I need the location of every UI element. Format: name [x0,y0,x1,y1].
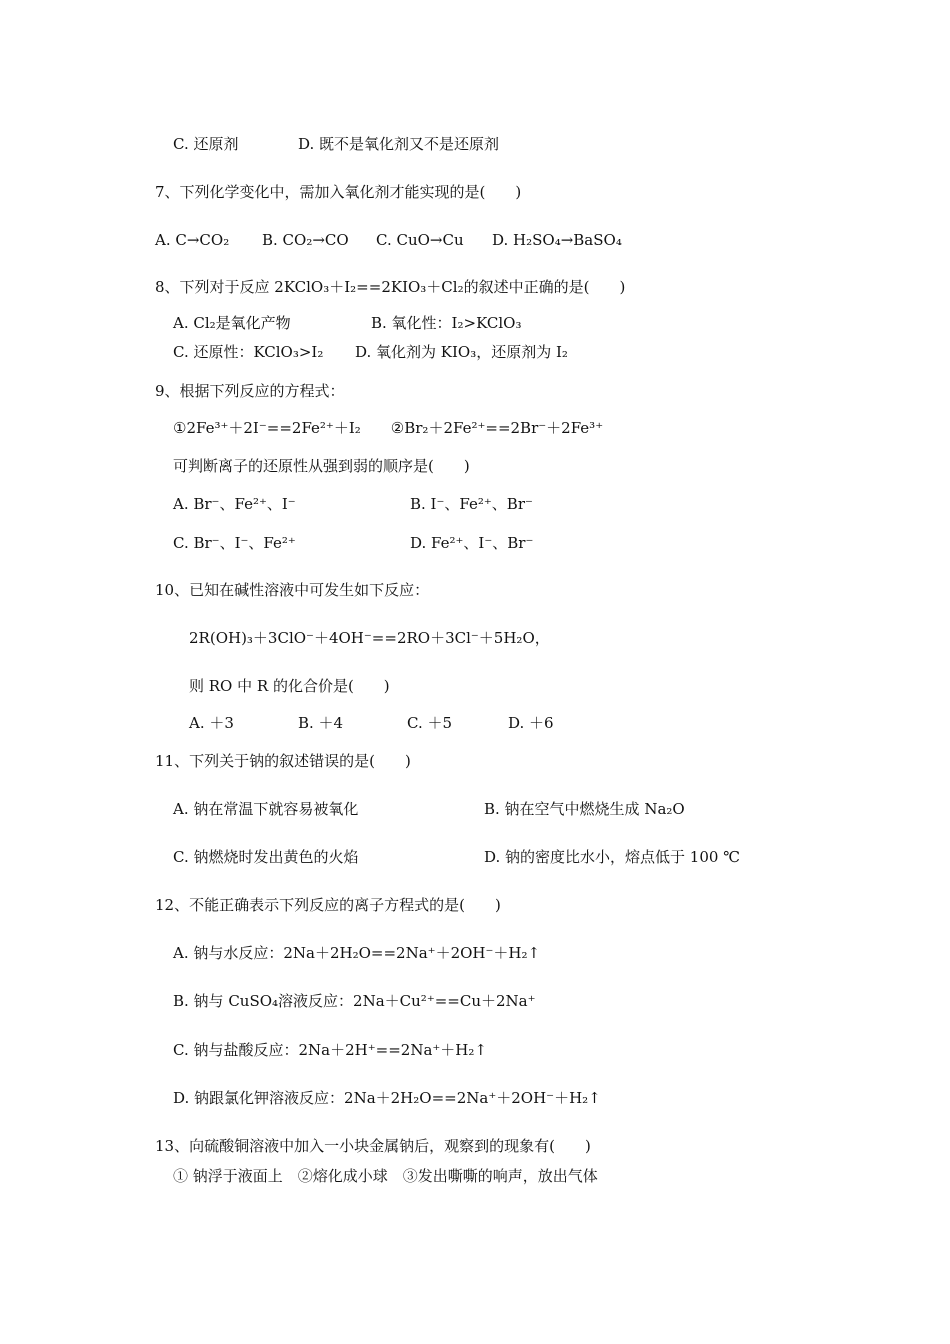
q11-stem: 11、下列关于钠的叙述错误的是( ) [155,752,411,770]
q13-stem: 13、向硫酸铜溶液中加入一小块金属钠后，观察到的现象有( ) [155,1137,591,1155]
q9-equations: ①2Fe³⁺＋2I⁻==2Fe²⁺＋I₂ ②Br₂＋2Fe²⁺==2Br⁻＋2Fe³⁺ [173,419,604,437]
q12-stem: 12、不能正确表示下列反应的离子方程式的是( ) [155,896,501,914]
q10-equation: 2R(OH)₃＋3ClO⁻＋4OH⁻==2RO＋3Cl⁻＋5H₂O， [189,629,550,647]
q11-option-a: A. 钠在常温下就容易被氧化 [173,800,359,818]
q7-option-d: D. H₂SO₄→BaSO₄ [492,231,622,249]
q9-option-c: C. Br⁻、I⁻、Fe²⁺ [173,534,296,552]
q9-stem: 9、根据下列反应的方程式： [155,382,345,400]
q10-option-c: C. ＋5 [407,714,453,732]
q9-question: 可判断离子的还原性从强到弱的顺序是( ) [173,457,470,475]
q10-option-a: A. ＋3 [189,714,234,732]
q8-option-a: A. Cl₂是氧化产物 [173,314,291,332]
q7-option-b: B. CO₂→CO [262,231,349,249]
q9-option-b: B. I⁻、Fe²⁺、Br⁻ [410,495,533,513]
q6-option-c: C. 还原剂 [173,135,239,153]
q6-option-d: D. 既不是氧化剂又不是还原剂 [298,135,500,153]
q8-option-b: B. 氧化性：I₂>KClO₃ [371,314,522,332]
q10-question: 则 RO 中 R 的化合价是( ) [189,677,390,695]
q12-option-c: C. 钠与盐酸反应：2Na＋2H⁺==2Na⁺＋H₂↑ [173,1041,487,1059]
q12-option-b: B. 钠与 CuSO₄溶液反应：2Na＋Cu²⁺==Cu＋2Na⁺ [173,992,536,1010]
q8-option-c: C. 还原性：KClO₃>I₂ [173,343,324,361]
q11-option-c: C. 钠燃烧时发出黄色的火焰 [173,848,359,866]
q9-option-a: A. Br⁻、Fe²⁺、I⁻ [173,495,296,513]
q10-stem: 10、已知在碱性溶液中可发生如下反应： [155,581,430,599]
q11-option-b: B. 钠在空气中燃烧生成 Na₂O [484,800,685,818]
q11-option-d: D. 钠的密度比水小，熔点低于 100 ℃ [484,848,740,866]
q12-option-d: D. 钠跟氯化钾溶液反应：2Na＋2H₂O==2Na⁺＋2OH⁻＋H₂↑ [173,1089,601,1107]
q8-option-d: D. 氧化剂为 KIO₃，还原剂为 I₂ [355,343,568,361]
q7-option-a: A. C→CO₂ [155,231,230,249]
q12-option-a: A. 钠与水反应：2Na＋2H₂O==2Na⁺＋2OH⁻＋H₂↑ [173,944,541,962]
q10-option-b: B. ＋4 [298,714,344,732]
q9-option-d: D. Fe²⁺、I⁻、Br⁻ [410,534,534,552]
q13-observations: ① 钠浮于液面上 ②熔化成小球 ③发出嘶嘶的响声，放出气体 [173,1167,598,1185]
q10-option-d: D. ＋6 [508,714,554,732]
q7-stem: 7、下列化学变化中，需加入氧化剂才能实现的是( ) [155,183,522,201]
q8-stem: 8、下列对于反应 2KClO₃＋I₂==2KIO₃＋Cl₂的叙述中正确的是( ) [155,278,626,296]
q7-option-c: C. CuO→Cu [376,231,464,249]
